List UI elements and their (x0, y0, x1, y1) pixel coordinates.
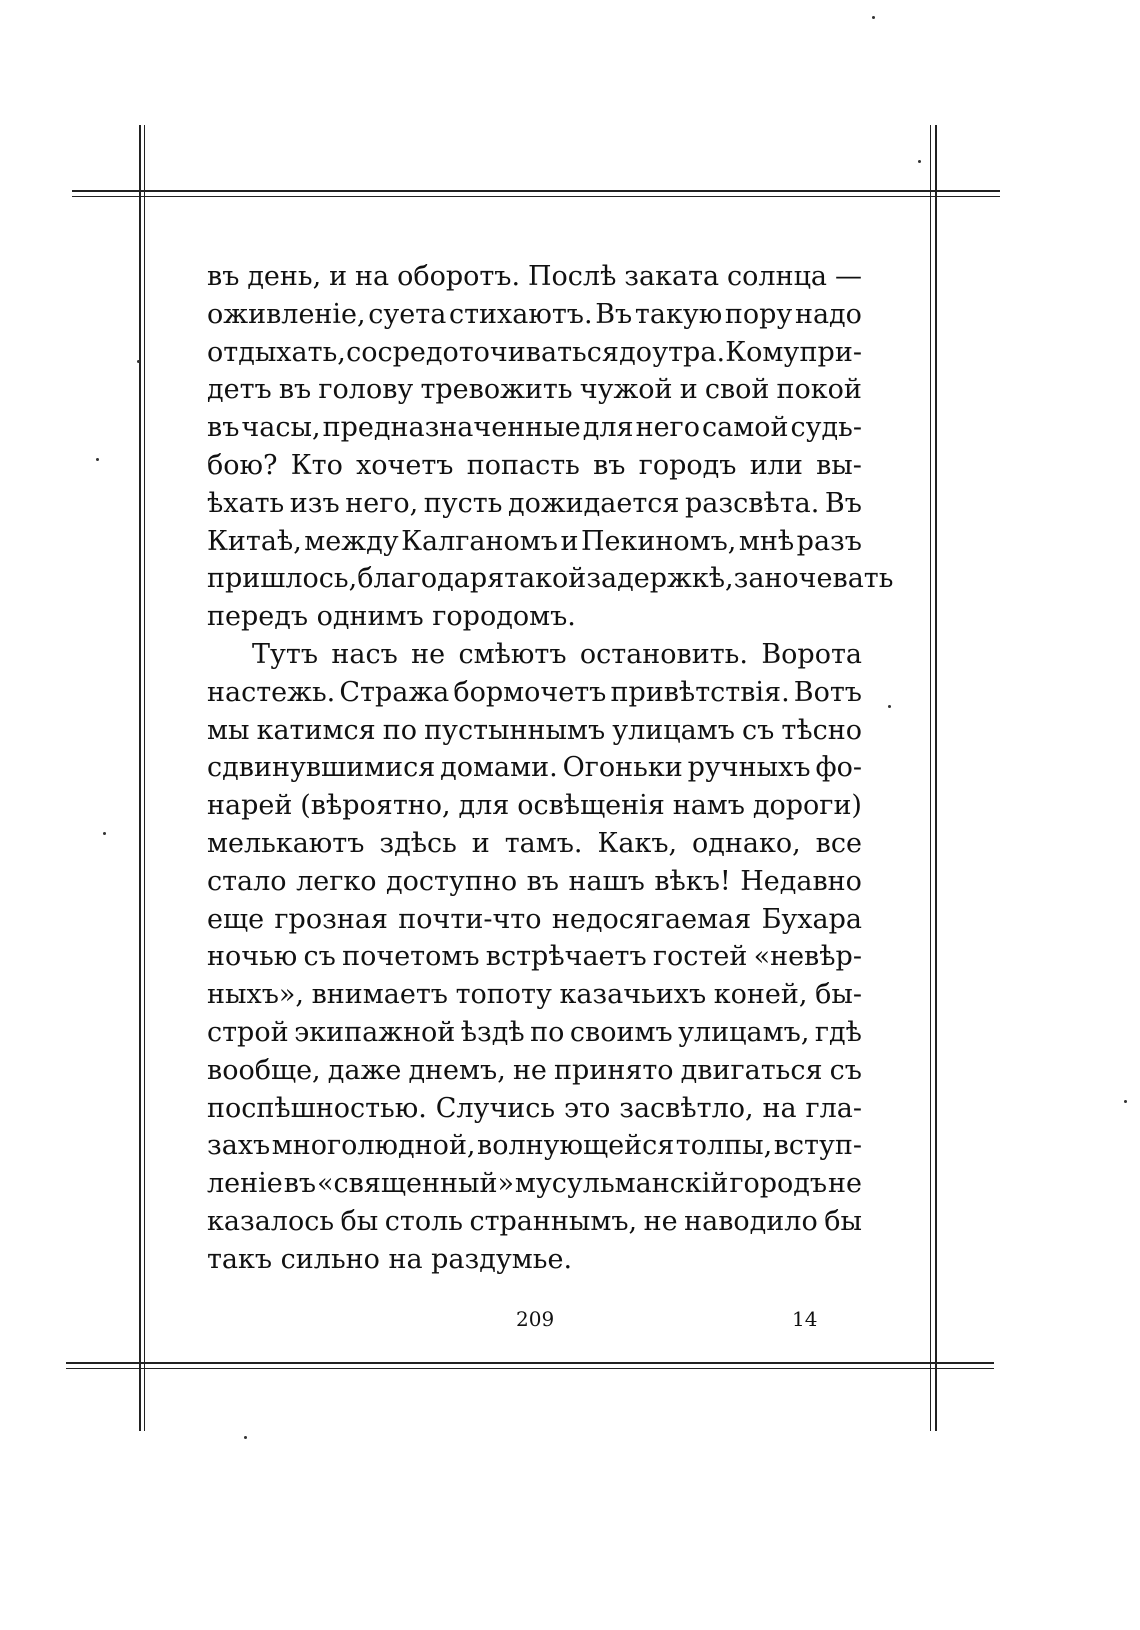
text-line: такъ сильно на раздумье. (207, 1243, 573, 1275)
text-line: захъ многолюдной, волнующейся толпы, вступ- (207, 1130, 862, 1162)
scan-speck (244, 1436, 247, 1439)
text-line: сдвинувшимися домами. Огоньки ручныхъ фо- (207, 752, 862, 784)
left-rule-outer (139, 125, 141, 1431)
text-line: поспѣшностью. Случись это засвѣтло, на гла- (207, 1092, 862, 1124)
paragraph (207, 258, 894, 636)
text-line: ныхъ», внимаетъ топоту казачьихъ коней, бы- (207, 979, 862, 1011)
text-line: оживленіе, суета стихаютъ. Въ такую пору надо (207, 298, 862, 330)
text-line: стало легко доступно въ нашъ вѣкъ! Недавно (207, 865, 862, 897)
scan-speck (872, 16, 875, 19)
body-text (207, 258, 894, 1279)
text-line: Тутъ насъ не смѣютъ остановить. Ворота (252, 638, 862, 670)
top-rule-outer (72, 190, 1000, 192)
text-line: нарей (вѣроятно, для освѣщенія намъ дороги) (207, 790, 862, 822)
text-line: вообще, даже днемъ, не принято двигаться съ (207, 1054, 862, 1086)
text-line: отдыхать, сосредоточиваться до утра. Кому при- (207, 336, 862, 368)
text-line: детъ въ голову тревожить чужой и свой покой (207, 374, 862, 406)
text-line: мы катимся по пустыннымъ улицамъ съ тѣсно (207, 714, 862, 746)
scan-speck (96, 458, 99, 461)
text-line: въ день, и на оборотъ. Послѣ заката солнца — (207, 261, 862, 292)
text-line: въ часы, предназначенные для него самой судь- (207, 412, 862, 444)
top-rule-inner (72, 196, 1000, 197)
text-line: еще грозная почти-что недосягаемая Бухара (207, 903, 862, 935)
paragraph (207, 636, 862, 1279)
text-line: бою? Кто хочетъ попасть въ городъ или вы- (207, 449, 862, 481)
page-number: 209 (516, 1307, 555, 1331)
text-line: Китаѣ, между Калганомъ и Пекиномъ, мнѣ разъ (207, 525, 862, 557)
right-rule-outer (935, 125, 937, 1431)
text-line: леніе въ «священный» мусульманскій городъ не (207, 1168, 862, 1200)
text-line: мелькаютъ здѣсь и тамъ. Какъ, однако, все (207, 827, 862, 859)
text-line: настежь. Стража бормочетъ привѣтствія. Вотъ (207, 676, 862, 708)
text-line: строй экипажной ѣздѣ по своимъ улицамъ, гдѣ (207, 1016, 862, 1048)
scan-speck (103, 832, 106, 835)
text-line: ночью съ почетомъ встрѣчаетъ гостей «невѣр- (207, 941, 862, 973)
scan-speck (137, 360, 140, 363)
signature-mark: 14 (792, 1307, 818, 1331)
bottom-rule-inner (66, 1368, 994, 1369)
text-line: пришлось, благодаря такой задержкѣ, заночевать (207, 563, 894, 595)
scan-speck (888, 705, 891, 708)
text-line: передъ однимъ городомъ. (207, 601, 576, 633)
text-line: ѣхать изъ него, пусть дожидается разсвѣта. Въ (207, 487, 862, 519)
scan-speck (1124, 1100, 1127, 1103)
left-rule-inner (144, 125, 145, 1431)
bottom-rule-outer (66, 1362, 994, 1364)
scan-speck (918, 160, 921, 163)
text-line: казалось бы столь страннымъ, не наводило бы (207, 1205, 862, 1237)
right-rule-inner (930, 125, 931, 1431)
